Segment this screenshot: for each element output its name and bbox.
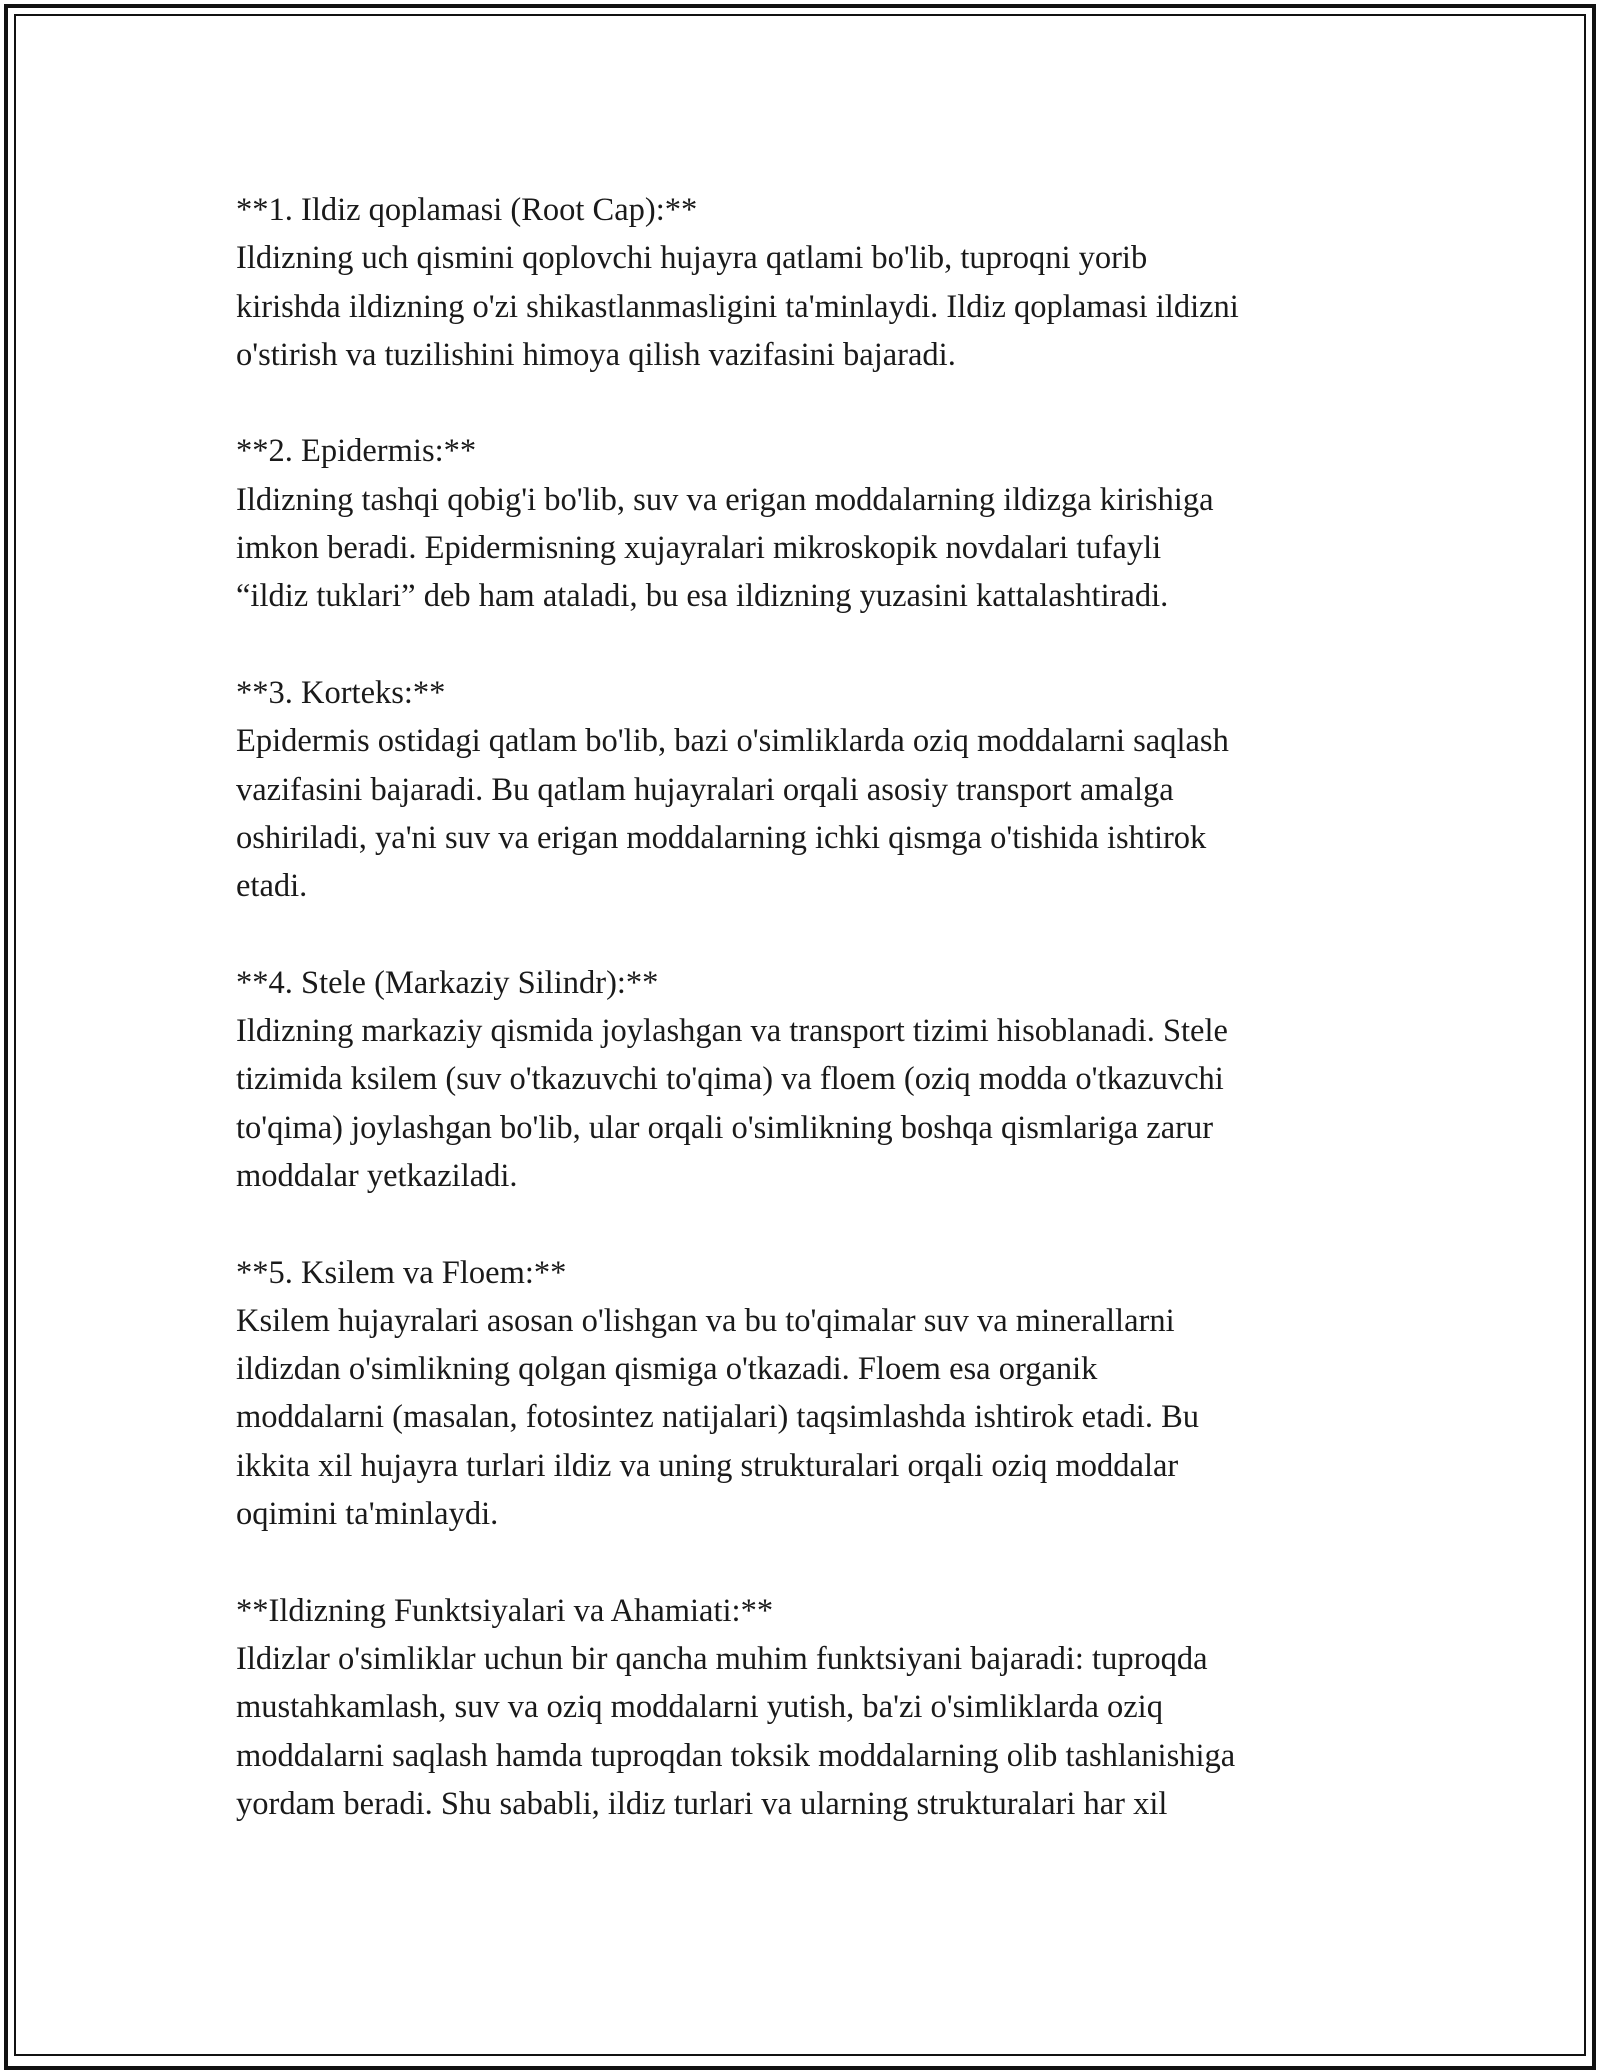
section-root-cap [236, 186, 1386, 379]
section-body: Epidermis ostidagi qatlam bo'lib, bazi o'simliklarda oziq moddalarni saqlash vazifasini bajaradi. Bu qatlam hujayralari orqali asosiy transport amalga oshiriladi, ya'ni suv va erigan moddalarning ichki qismga o'tishida ishtirok etadi. [236, 723, 1229, 905]
section-heading: **Ildizning Funktsiyalari va Ahamiati:** [236, 1592, 774, 1629]
section-heading: **5. Ksilem va Floem:** [236, 1254, 567, 1291]
section-stele [236, 959, 1386, 1200]
section-body: Ildizning uch qismini qoplovchi hujayra qatlami bo'lib, tuproqni yorib kirishda ildizning o'zi shikastlanmasligini ta'minlaydi. Ildiz qoplamasi ildizni o'stirish va tuzilishini himoya qilish vazifasini bajaradi. [236, 240, 1239, 373]
section-korteks [236, 669, 1386, 910]
document-content [236, 186, 1386, 1876]
section-heading: **1. Ildiz qoplamasi (Root Cap):** [236, 192, 698, 228]
section-body: Ildizning markaziy qismida joylashgan va transport tizimi hisoblanadi. Stele tizimida ksilem (suv o'tkazuvchi to'qima) va floem (oziq modda o'tkazuvchi to'qima) joylashgan bo'lib, ular orqali o'simlikning boshqa qismlariga zarur moddalar yetkaziladi. [236, 1013, 1228, 1194]
section-body: Ksilem hujayralari asosan o'lishgan va bu to'qimalar suv va minerallarni ildizdan o'simlikning qolgan qismiga o'tkazadi. Floem esa organik moddalarni (masalan, fotosintez natijalari) taqsimlashda ishtirok etadi. Bu ikkita xil hujayra turlari ildiz va uning strukturalari orqali oziq moddalar oqimini ta'minlaydi. [236, 1302, 1200, 1533]
section-body: Ildizning tashqi qobig'i bo'lib, suv va erigan moddalarning ildizga kirishiga imkon beradi. Epidermisning xujayralari mikroskopik novdalari tufayli “ildiz tuklari” deb ham ataladi, bu esa ildizning yuzasini kattalashtiradi. [236, 481, 1214, 615]
section-heading: **3. Korteks:** [236, 674, 446, 711]
section-funktsiyalari [236, 1587, 1386, 1828]
section-heading: **4. Stele (Markaziy Silindr):** [236, 964, 659, 1001]
section-heading: **2. Epidermis:** [236, 433, 477, 470]
section-epidermis [236, 427, 1386, 620]
section-body: Ildizlar o'simliklar uchun bir qancha muhim funktsiyani bajaradi: tuproqda mustahkamlash, suv va oziq moddalarni yutish, ba'zi o'simliklarda oziq moddalarni saqlash hamda tuproqdan toksik moddalarning olib tashlanishiga yordam beradi. Shu sababli, ildiz turlari va ularning strukturalari har xil [236, 1640, 1236, 1822]
section-ksilem-floem [236, 1249, 1386, 1539]
